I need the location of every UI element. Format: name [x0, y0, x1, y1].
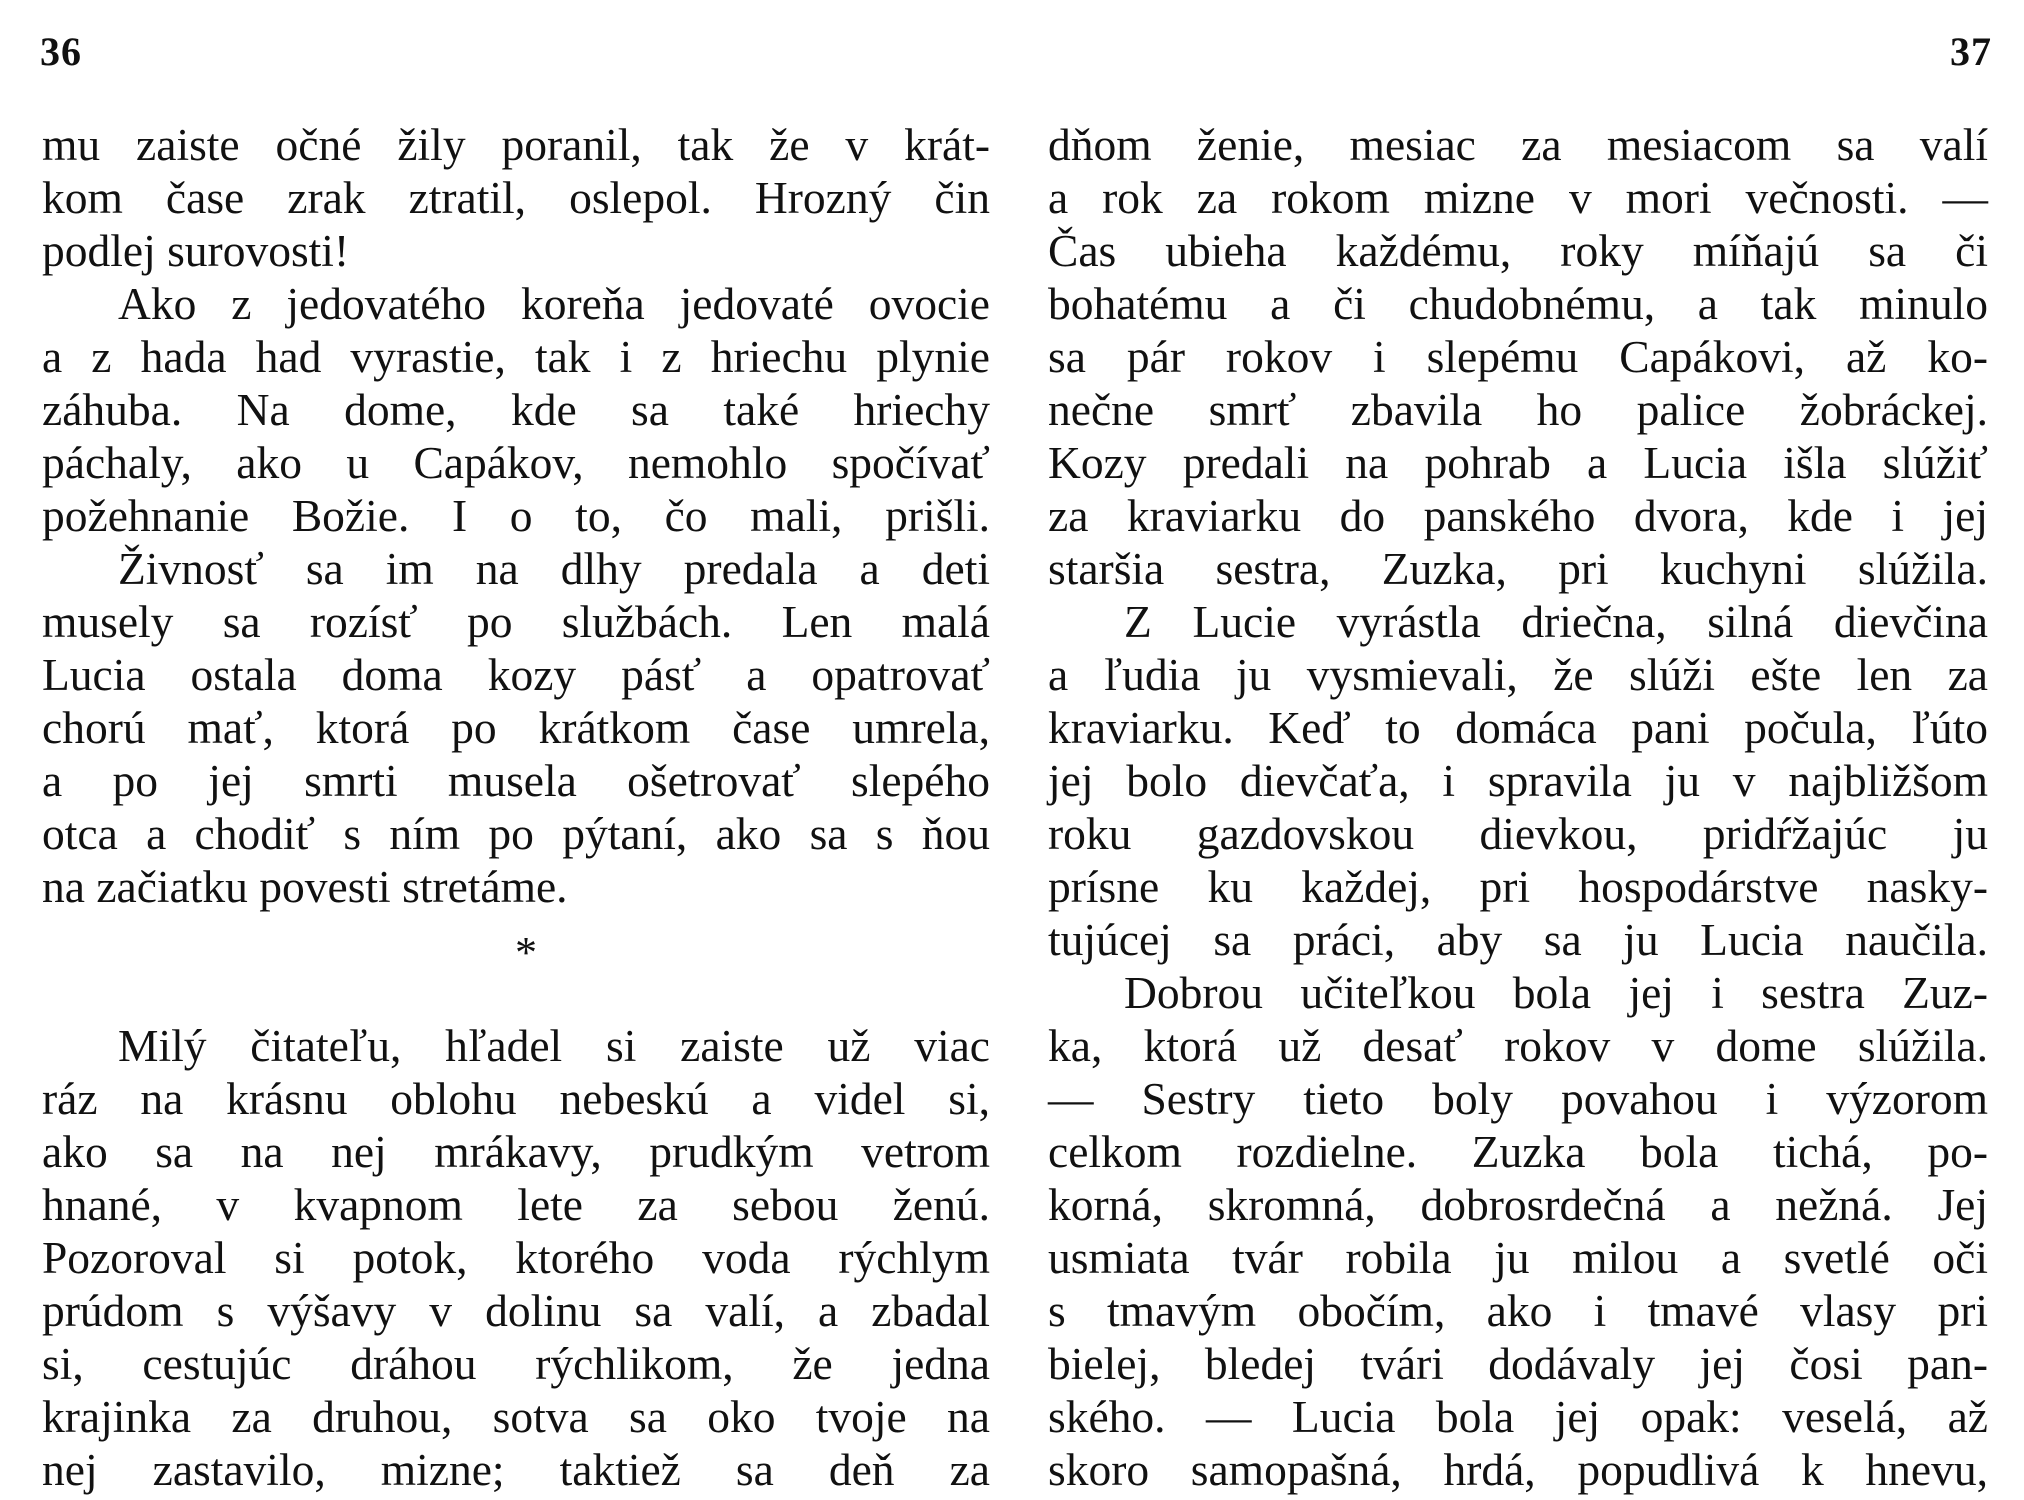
- text-line: bielej, bledej tvári dodávaly jej čosi pan-: [1048, 1338, 1988, 1389]
- text-line: prúdom s výšavy v dolinu sa valí, a zbadal: [42, 1285, 990, 1336]
- text-line: korná, skromná, dobrosrdečná a nežná. Jej: [1048, 1179, 1988, 1230]
- text-line: Čas ubieha každému, roky míňajú sa či: [1048, 225, 1988, 276]
- text-line: Pozoroval si potok, ktorého voda rýchlym: [42, 1232, 990, 1283]
- page-number-left: 36: [40, 29, 82, 74]
- text-line: na začiatku povesti stretáme.: [42, 861, 568, 912]
- text-line: usmiata tvár robila ju milou a svetlé oči: [1048, 1232, 1988, 1283]
- text-line: ako sa na nej mrákavy, prudkým vetrom: [42, 1126, 990, 1177]
- text-line: musely sa rozísť po službách. Len malá: [42, 596, 990, 647]
- text-line: dňom ženie, mesiac za mesiacom sa valí: [1048, 119, 1988, 170]
- text-line: — Sestry tieto boly povahou i výzorom: [1048, 1073, 1988, 1124]
- text-line: Živnosť sa im na dlhy predala a deti: [118, 543, 990, 594]
- text-line: Dobrou učiteľkou bola jej i sestra Zuz-: [1124, 967, 1988, 1018]
- text-line: jej bolo dievčaťa, i spravila ju v najbližšom: [1048, 755, 1988, 806]
- text-line: kraviarku. Keď to domáca pani počula, ľúto: [1048, 702, 1988, 753]
- text-line: požehnanie Božie. I o to, čo mali, prišli.: [42, 490, 990, 541]
- text-line: tujúcej sa práci, aby sa ju Lucia naučila.: [1048, 914, 1988, 965]
- text-line: Kozy predali na pohrab a Lucia išla slúžiť: [1048, 437, 1988, 488]
- text-line: sa pár rokov i slepému Capákovi, až ko-: [1048, 331, 1988, 382]
- text-line: Ako z jedovatého koreňa jedovaté ovocie: [118, 278, 990, 329]
- text-line: chorú mať, ktorá po krátkom čase umrela,: [42, 702, 990, 753]
- text-line: Z Lucie vyrástla driečna, silná dievčina: [1124, 596, 1988, 647]
- text-line: krajinka za druhou, sotva sa oko tvoje na: [42, 1391, 990, 1442]
- text-line: staršia sestra, Zuzka, pri kuchyni slúžila.: [1048, 543, 1988, 594]
- text-line: si, cestujúc dráhou rýchlikom, že jedna: [42, 1338, 990, 1389]
- text-line: za kraviarku do panského dvora, kde i jej: [1048, 490, 1988, 541]
- text-line: ka, ktorá už desať rokov v dome slúžila.: [1048, 1020, 1988, 1071]
- text-line: roku gazdovskou dievkou, pridŕžajúc ju: [1048, 808, 1988, 859]
- text-line: s tmavým obočím, ako i tmavé vlasy pri: [1048, 1285, 1988, 1336]
- text-line: a ľudia ju vysmievali, že slúži ešte len za: [1048, 649, 1988, 700]
- text-line: a z hada had vyrastie, tak i z hriechu plynie: [42, 331, 990, 382]
- section-separator: *: [515, 928, 537, 977]
- text-line: kom čase zrak ztratil, oslepol. Hrozný čin: [42, 172, 990, 223]
- text-line: nej zastavilo, mizne; taktiež sa deň za: [42, 1444, 990, 1495]
- text-line: prísne ku každej, pri hospodárstve nasky-: [1048, 861, 1988, 912]
- text-line: záhuba. Na dome, kde sa také hriechy: [42, 384, 990, 435]
- text-line: a po jej smrti musela ošetrovať slepého: [42, 755, 990, 806]
- text-line: otca a chodiť s ním po pýtaní, ako sa s ňou: [42, 808, 990, 859]
- text-line: hnané, v kvapnom lete za sebou ženú.: [42, 1179, 990, 1230]
- text-line: Milý čitateľu, hľadel si zaiste už viac: [118, 1020, 990, 1071]
- right-page-text: [1048, 118, 1988, 1496]
- text-line: a rok za rokom mizne v mori večnosti. —: [1048, 172, 1988, 223]
- text-line: celkom rozdielne. Zuzka bola tichá, po-: [1048, 1126, 1988, 1177]
- left-page-text: [42, 118, 990, 1496]
- text-line: bohatému a či chudobnému, a tak minulo: [1048, 278, 1988, 329]
- text-line: Lucia ostala doma kozy pásť a opatrovať: [42, 649, 990, 700]
- text-line: ráz na krásnu oblohu nebeskú a videl si,: [42, 1073, 990, 1124]
- page-number-right: 37: [1950, 29, 1992, 74]
- text-line: nečne smrť zbavila ho palice žobráckej.: [1048, 384, 1988, 435]
- text-line: ského. — Lucia bola jej opak: veselá, až: [1048, 1391, 1988, 1442]
- text-line: podlej surovosti!: [42, 225, 350, 276]
- text-line: skoro samopašná, hrdá, popudlivá k hnevu,: [1048, 1444, 1988, 1495]
- text-line: páchaly, ako u Capákov, nemohlo spočívať: [42, 437, 990, 488]
- text-line: mu zaiste očné žily poranil, tak že v krát-: [42, 119, 990, 170]
